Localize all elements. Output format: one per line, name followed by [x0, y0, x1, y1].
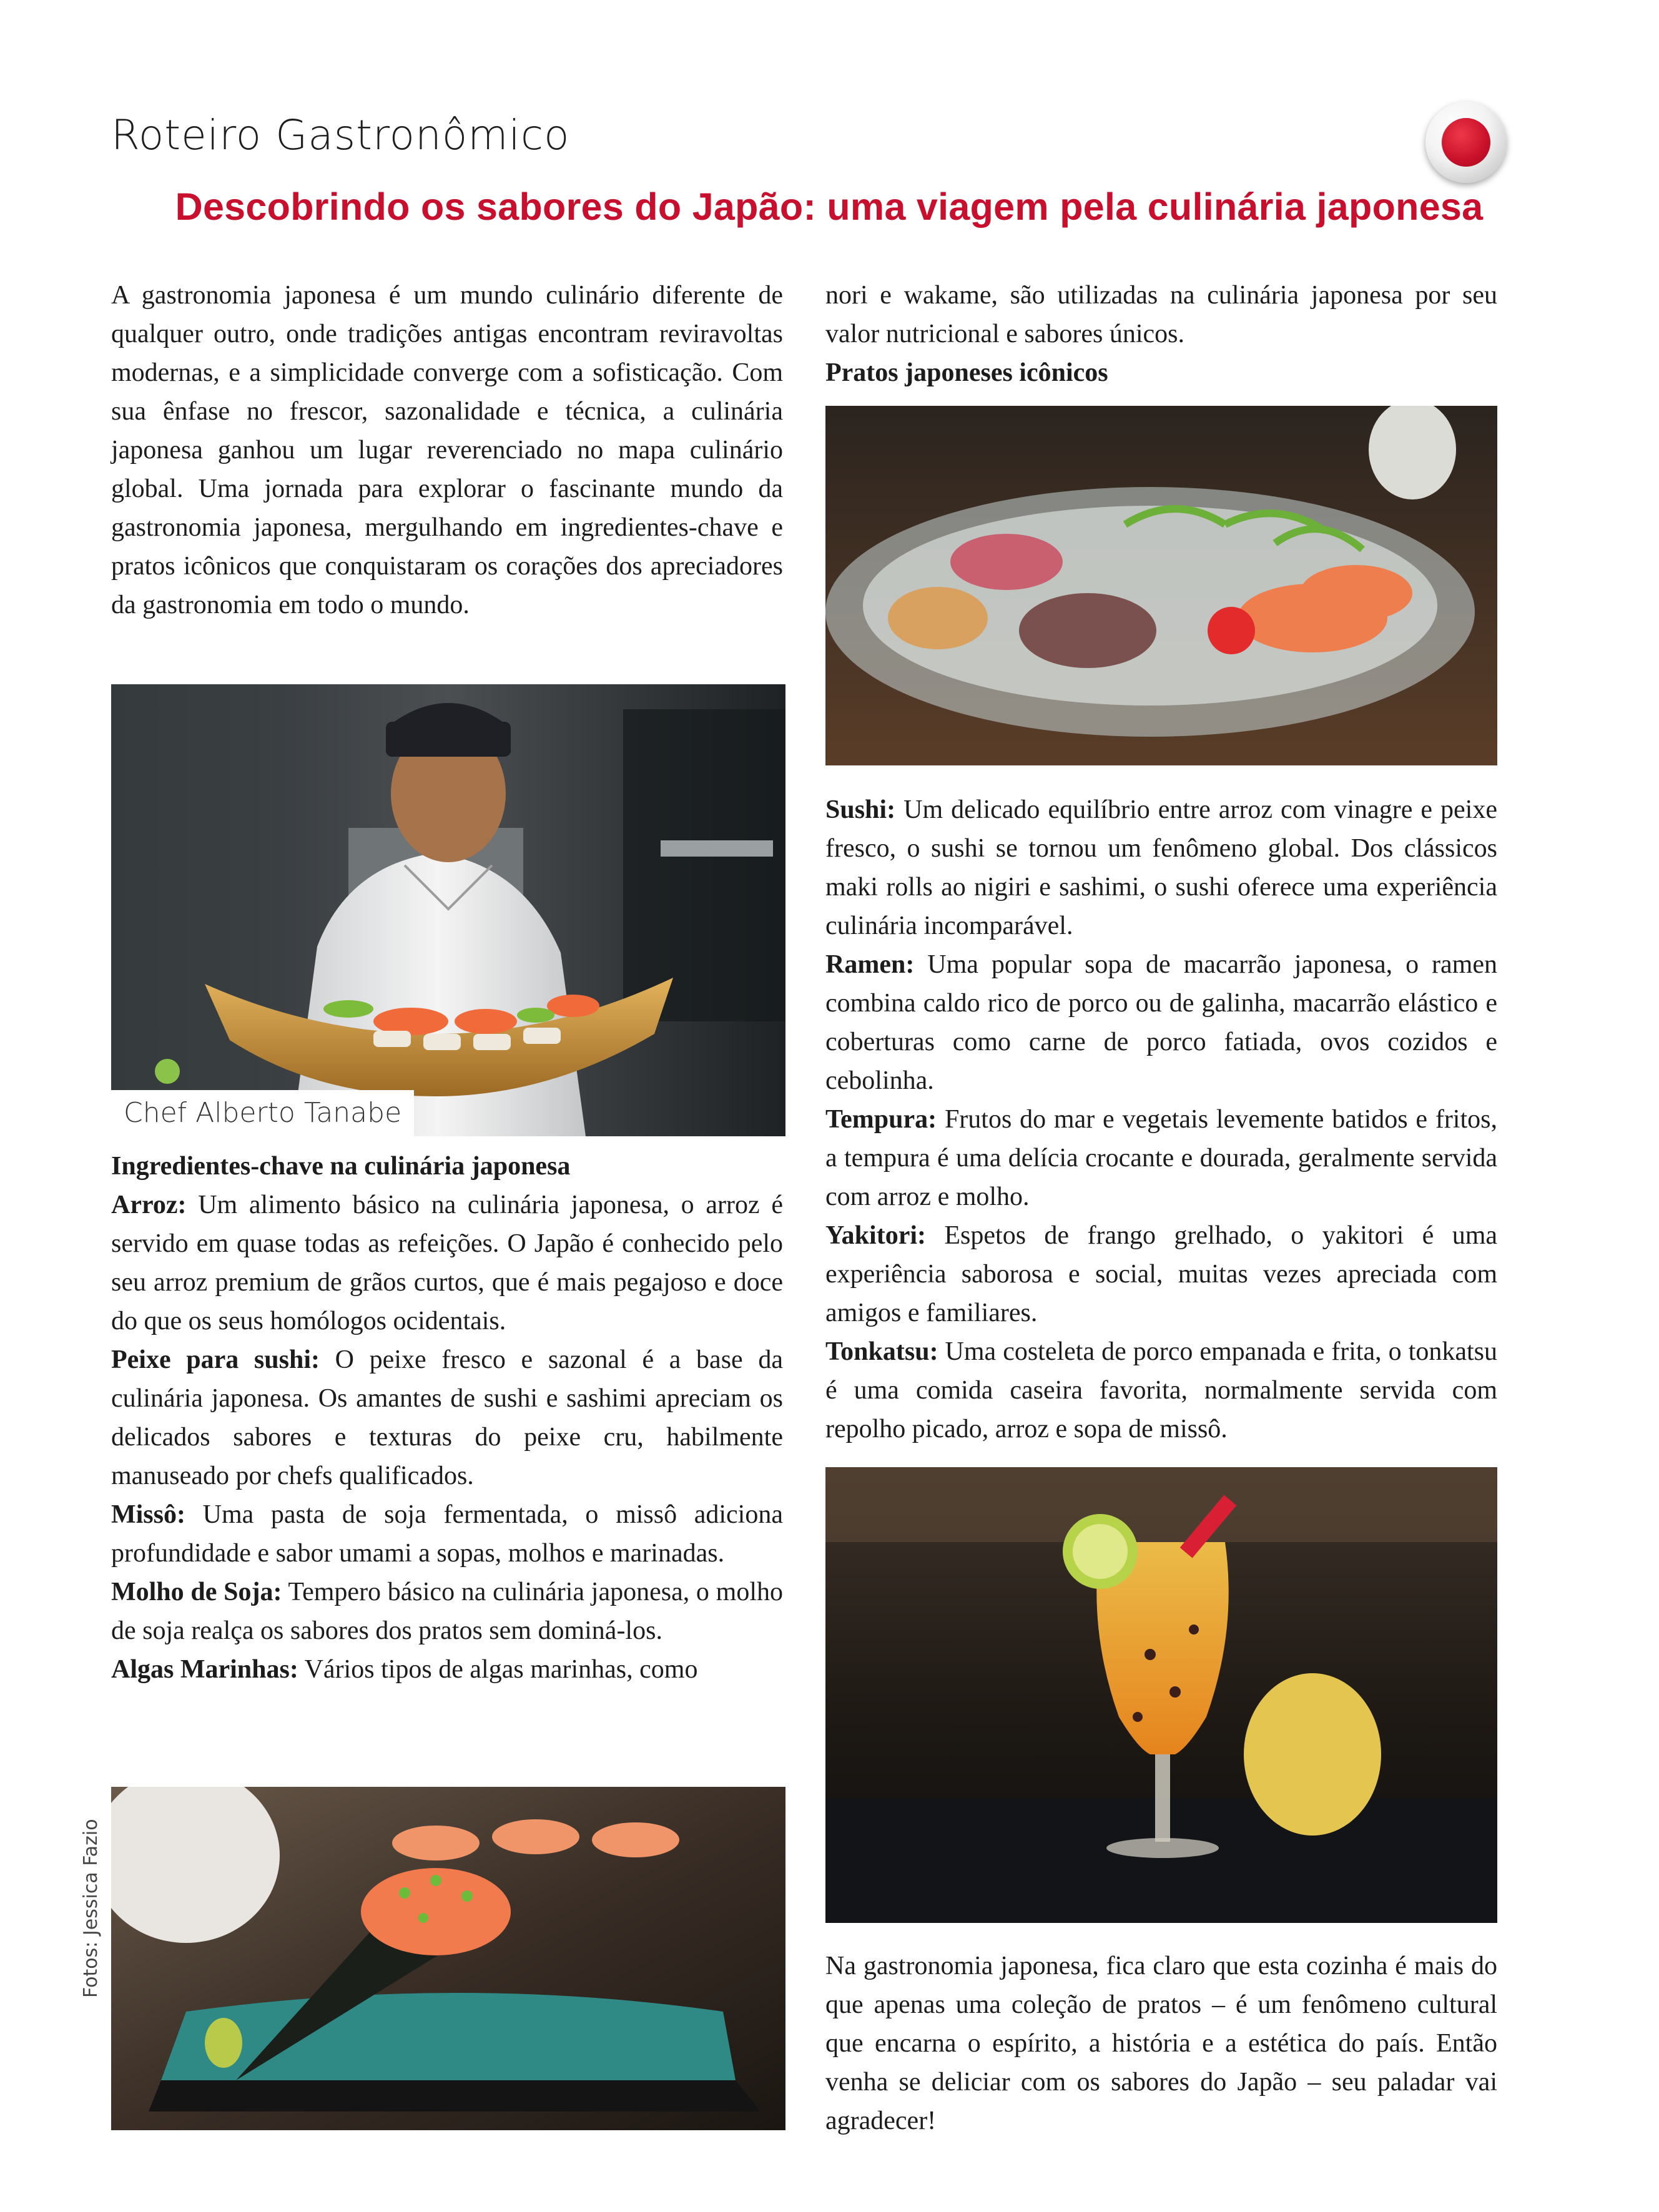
dish-entry: Tonkatsu: Uma costeleta de porco empanada e frita, o tonkatsu é uma comida caseira favorita, normalmente servida com repolho picado, arroz e sopa de missô.: [825, 1337, 1497, 1443]
ingredient-entry: Algas Marinhas: Vários tipos de algas marinhas, como: [111, 1655, 698, 1684]
right-top-text: [825, 276, 1497, 392]
dish-entry: Yakitori: Espetos de frango grelhado, o yakitori é uma experiência saborosa e social, muitas vezes apreciada com amigos e familiares.: [825, 1221, 1497, 1327]
section-label: Roteiro Gastronômico: [111, 111, 570, 159]
ingredient-entry: Molho de Soja: Tempero básico na culinária japonesa, o molho de soja realça os sabores dos pratos sem dominá-los.: [111, 1578, 783, 1645]
closing-paragraph: Na gastronomia japonesa, fica claro que esta cozinha é mais do que apenas uma coleção de pratos – é um fenômeno cultural que encarna o espírito, a história e a estética do país. Então venha se deliciar com os sabores do Japão – seu paladar vai agradecer!: [825, 1952, 1497, 2135]
article-headline: Descobrindo os sabores do Japão: uma viagem pela culinária japonesa: [175, 185, 1484, 228]
closing-block: [825, 1947, 1497, 2140]
chef-photo-caption: Chef Alberto Tanabe: [111, 1090, 414, 1136]
ingredient-entry: Peixe para sushi: O peixe fresco e sazonal é a base da culinária japonesa. Os amantes de sushi e sashimi apreciam os delicados sabores e texturas do peixe cru, habilmente manuseado por chefs qualificados.: [111, 1345, 783, 1490]
ingredients-heading: Ingredientes-chave na culinária japonesa: [111, 1152, 571, 1181]
dish-entry: Ramen: Uma popular sopa de macarrão japonesa, o ramen combina caldo rico de porco ou de galinha, macarrão elástico e coberturas como carne de porco fatiada, ovos cozidos e cebolinha.: [825, 950, 1497, 1095]
dish-entry: Sushi: Um delicado equilíbrio entre arroz com vinagre e peixe fresco, o sushi se tornou um fenômeno global. Dos clássicos maki rolls ao nigiri e sashimi, o sushi oferece uma experiência culinária incomparável.: [825, 795, 1497, 940]
sashimi-photo: [825, 406, 1497, 765]
intro-paragraph: A gastronomia japonesa é um mundo culinário diferente de qualquer outro, onde tradições antigas encontram reviravoltas modernas, e a simplicidade converge com a sofisticação. Com sua ênfase no frescor, sazonalidade e técnica, a culinária japonesa ganhou um lugar reverenciado no mapa culinário global. Uma jornada para explorar o fascinante mundo da gastronomia japonesa, mergulhando em ingredientes-chave e pratos icônicos que conquistaram os corações dos apreciadores da gastronomia em todo o mundo.: [111, 281, 783, 619]
dishes-block: [825, 790, 1497, 1448]
chef-photo: [111, 684, 785, 1136]
ingredient-entry: Arroz: Um alimento básico na culinária japonesa, o arroz é servido em quase todas as refeições. O Japão é conhecido pelo seu arroz premium de grãos curtos, que é mais pegajoso e doce do que os seus homólogos ocidentais.: [111, 1191, 783, 1335]
photo-credit: Fotos: Jessica Fazio: [80, 1819, 102, 1998]
dishes-heading: Pratos japoneses icônicos: [825, 358, 1108, 387]
dish-entry: Tempura: Frutos do mar e vegetais levemente batidos e fritos, a tempura é uma delícia crocante e dourada, geralmente servida com arroz e molho.: [825, 1105, 1497, 1211]
ingredients-block: [111, 1147, 783, 1689]
japan-flag-badge-icon: [1425, 102, 1507, 183]
cocktail-photo: [825, 1467, 1497, 1923]
intro-text-block: [111, 276, 783, 624]
temaki-photo: [111, 1787, 785, 2130]
algae-continuation: nori e wakame, são utilizadas na culinária japonesa por seu valor nutricional e sabores únicos.: [825, 281, 1497, 348]
ingredient-entry: Missô: Uma pasta de soja fermentada, o missô adiciona profundidade e sabor umami a sopas, molhos e marinadas.: [111, 1500, 783, 1568]
